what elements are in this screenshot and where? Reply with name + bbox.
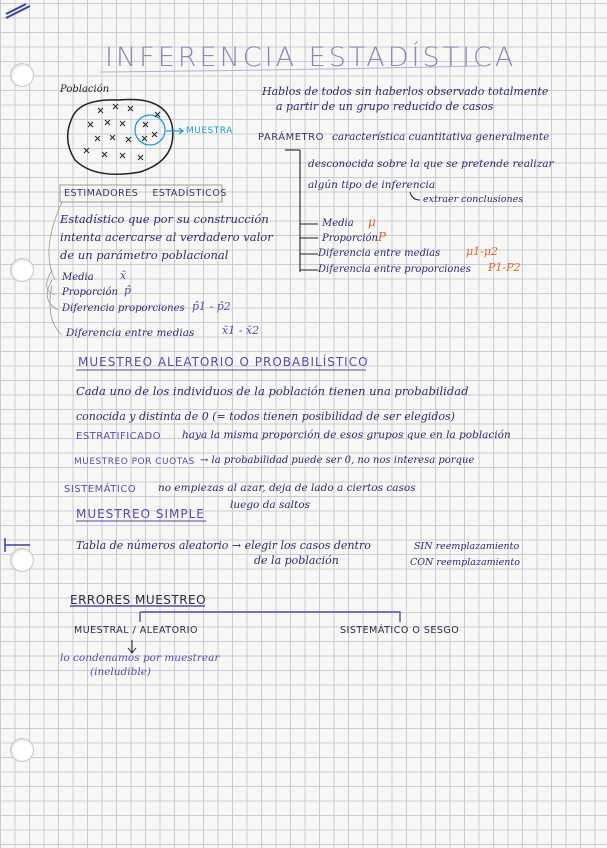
estimador-symbol-dif-proporciones: p̂1 - p̂2 [192,300,231,313]
estimadores-label: ESTIMADORES ESTADÍSTICOS [64,188,227,199]
parametro-symbol-proporcion: P [378,230,387,244]
bullet-sistematico-label: SISTEMÁTICO [64,484,137,495]
muestreo-aleatorio-line2: conocida y distinta de 0 (= todos tienen posibilidad de ser elegidos) [76,410,455,423]
muestra-label: MUESTRA [186,126,233,136]
bullet-cuotas-label: MUESTREO POR CUOTAS [74,457,195,467]
parametro-symbol-media: μ [368,215,376,229]
estimador-symbol-media: x̄ [120,269,127,282]
estimador-item-proporcion: Proporción [62,287,118,298]
intro-line2: a partir de un grupo reducido de casos [276,100,494,113]
estimador-item-media: Media [62,272,94,283]
muestreo-aleatorio-heading: MUESTREO ALEATORIO O PROBABILÍSTICO [78,355,369,369]
poblacion-label: Población [60,84,110,95]
bullet-estratificado-text: haya la misma proporción de esos grupos que en la población [182,429,511,441]
option-sin-reemplazamiento: SIN reemplazamiento [414,541,520,552]
estimador-item-dif-medias: Diferencia entre medias [66,327,195,339]
parametro-label: PARÁMETRO [258,132,324,143]
muestreo-simple-line2: de la población [254,554,339,567]
parametro-arrow-note: extraer conclusiones [423,194,524,205]
parametro-item-proporcion: Proporción [322,233,378,244]
errores-note2: (ineludible) [90,666,152,678]
errores-left: MUESTRAL / ALEATORIO [74,625,198,636]
muestreo-simple-heading: MUESTREO SIMPLE [76,507,205,521]
parametro-symbol-dif-proporciones: P1-P2 [488,261,521,274]
parametro-symbol-dif-medias: μ1-μ2 [466,245,499,258]
bullet-estratificado-label: ESTRATIFICADO [76,431,162,442]
estimador-item-dif-proporciones: Diferencia proporciones [62,303,185,314]
page-title: INFERENCIA ESTADÍSTICA [105,42,517,73]
bullet-cuotas-text: → la probabilidad puede ser 0, no nos interesa porque [200,455,475,466]
errores-note1: lo condenamos por muestrear [60,652,220,664]
estimadores-def2: intenta acercarse al verdadero valor [60,230,273,244]
intro-line1: Hablos de todos sin haberlos observado totalmente [262,85,549,98]
estimador-symbol-proporcion: p̂ [124,284,132,297]
parametro-def2: desconocida sobre la que se pretende realizar [308,158,554,170]
sample-circle [135,115,165,145]
bullet-sistematico-text: no empiezas al azar, deja de lado a ciertos casos [158,482,416,494]
parametro-item-media: Media [322,218,354,229]
muestreo-aleatorio-line1: Cada uno de los individuos de la población tienen una probabilidad [76,384,469,398]
errores-heading: ERRORES MUESTREO [70,593,207,607]
option-con-reemplazamiento: CON reemplazamiento [410,557,520,568]
bullet-sistematico-text2: luego da saltos [230,499,310,511]
estimadores-def1: Estadístico que por su construcción [60,212,269,226]
muestreo-simple-line1: Tabla de números aleatorio → elegir los casos dentro [76,539,371,552]
estimadores-def3: de un parámetro poblacional [60,248,229,262]
parametro-def1: característica cuantitativa generalmente [332,131,550,143]
parametro-def3: algún tipo de inferencia [308,179,436,191]
parametro-item-dif-medias: Diferencia entre medias [318,248,441,259]
errores-right: SISTEMÁTICO O SESGO [340,625,460,636]
parametro-item-dif-proporciones: Diferencia entre proporciones [318,264,471,275]
estimador-symbol-dif-medias: x̄1 - x̄2 [222,324,260,337]
